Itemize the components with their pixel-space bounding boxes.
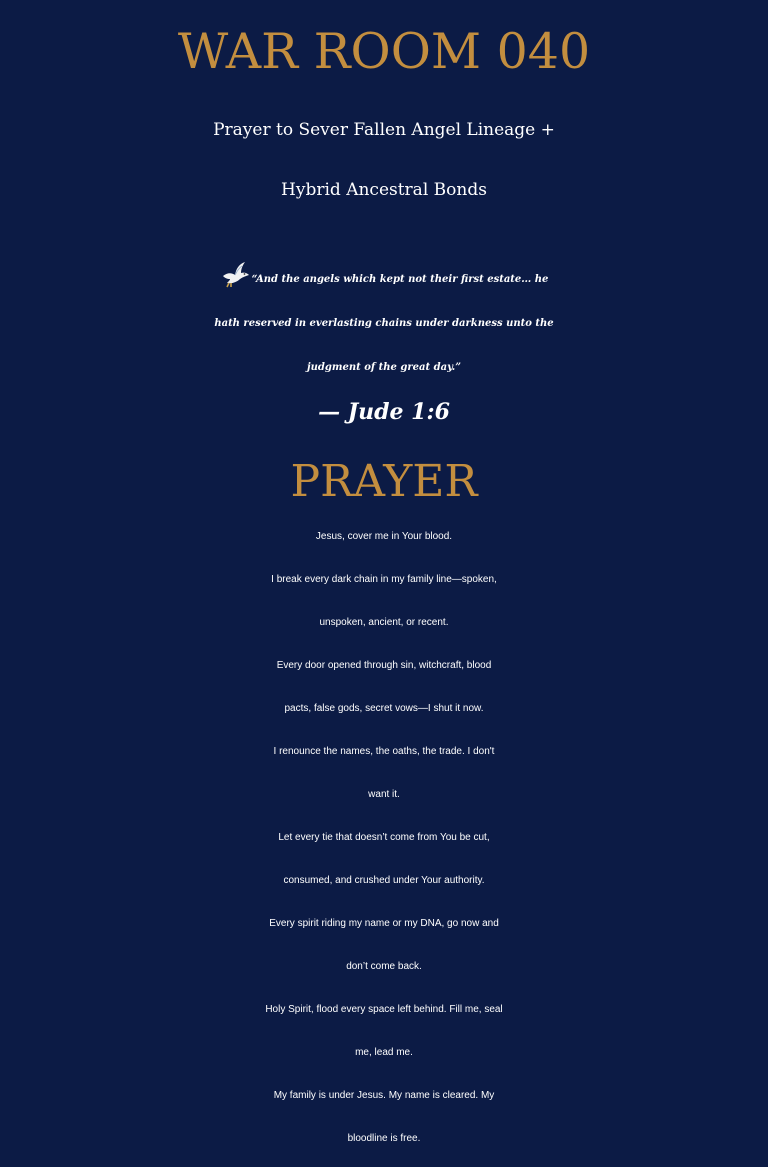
page-subtitle	[0, 100, 768, 220]
prayer-heading: PRAYER	[290, 456, 478, 507]
prayer-line: Every door opened through sin, witchcraft, blood	[276, 660, 492, 671]
scripture-reference: — Jude 1:6	[318, 399, 450, 425]
subtitle-line: Prayer to Sever Fallen Angel Lineage +	[213, 120, 555, 140]
page-title: WAR ROOM 040	[177, 23, 591, 80]
prayer-line: Jesus, cover me in Your blood.	[315, 531, 453, 542]
prayer-line: I renounce the names, the oaths, the trade. I don't	[273, 746, 495, 757]
scripture-quote	[0, 258, 768, 434]
prayer-line: consumed, and crushed under Your authority.	[283, 875, 485, 886]
prayer-line: My family is under Jesus. My name is cleared. My	[273, 1090, 495, 1101]
prayer-body	[0, 515, 768, 1160]
prayer-line: bloodline is free.	[347, 1133, 421, 1144]
scripture-line: hath reserved in everlasting chains under darkness unto the	[214, 318, 554, 329]
prayer-line: Let every tie that doesn’t come from You be cut,	[278, 832, 490, 843]
prayer-line: I break every dark chain in my family line—spoken,	[271, 574, 497, 585]
prayer-line: want it.	[368, 789, 400, 800]
scripture-line: “And the angels which kept not their first estate… he	[0, 258, 768, 302]
subtitle-line: Hybrid Ancestral Bonds	[281, 180, 487, 200]
dove-icon	[220, 260, 250, 288]
prayer-line: Every spirit riding my name or my DNA, go now and	[269, 918, 499, 929]
prayer-line: pacts, false gods, secret vows—I shut it now.	[284, 703, 484, 714]
prayer-line: Holy Spirit, flood every space left behind. Fill me, seal	[265, 1004, 503, 1015]
scripture-line: judgment of the great day.”	[307, 362, 461, 373]
prayer-line: unspoken, ancient, or recent.	[319, 617, 449, 628]
prayer-line: me, lead me.	[355, 1047, 413, 1058]
prayer-line: don’t come back.	[346, 961, 422, 972]
